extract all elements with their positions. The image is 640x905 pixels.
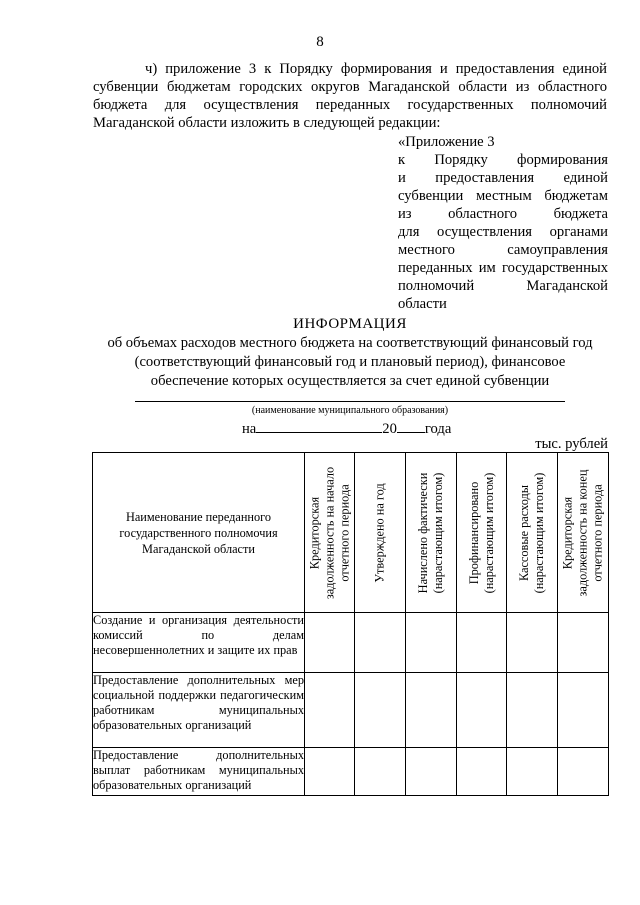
subtitle-line: обеспечение которых осуществляется за счет единой субвенции bbox=[150, 373, 550, 389]
appendix-line: «Приложение 3 bbox=[398, 134, 495, 150]
table-row bbox=[93, 613, 609, 673]
date-line bbox=[242, 418, 451, 438]
table-cell bbox=[457, 748, 507, 796]
row-name-cell: Предоставление дополнительных мер социальной поддержки педагогическим работникам муниципальных образовательных организаций bbox=[93, 673, 305, 748]
appendix-line: области bbox=[398, 296, 447, 312]
table-cell bbox=[305, 748, 355, 796]
header-cell-name: Наименование переданного государственного полномочия Магаданской области bbox=[93, 453, 305, 613]
appendix-line: переданных им государственных bbox=[398, 260, 608, 276]
intro-paragraph bbox=[93, 60, 607, 132]
table-cell bbox=[406, 748, 457, 796]
date-blank-year bbox=[397, 418, 425, 433]
appendix-line: полномочий Магаданской bbox=[398, 278, 608, 294]
header-cell-col5 bbox=[507, 453, 558, 613]
table-cell bbox=[457, 673, 507, 748]
appendix-line: местного самоуправления bbox=[398, 242, 608, 258]
document-title: ИНФОРМАЦИЯ bbox=[293, 316, 407, 332]
table-cell bbox=[355, 748, 406, 796]
header-cell-col4 bbox=[457, 453, 507, 613]
subtitle-line: (соответствующий финансовый год и плановый период), финансовое bbox=[134, 354, 566, 370]
table-row bbox=[93, 673, 609, 748]
units-label: тыс. рублей bbox=[535, 436, 608, 452]
table-cell bbox=[305, 673, 355, 748]
page-number: 8 bbox=[316, 34, 324, 50]
table-header-row bbox=[93, 453, 609, 613]
appendix-heading bbox=[398, 133, 608, 313]
table-row bbox=[93, 748, 609, 796]
header-text: Кредиторская задолженность на конец отчетного периода bbox=[560, 469, 605, 596]
header-cell-col1 bbox=[305, 453, 355, 613]
table-cell bbox=[457, 613, 507, 673]
header-text: Начислено фактически (нарастающим итогом) bbox=[416, 472, 445, 593]
municipality-blank-line bbox=[135, 401, 565, 402]
table-cell bbox=[355, 673, 406, 748]
appendix-line: и предоставления единой bbox=[398, 170, 608, 186]
date-suffix: года bbox=[424, 421, 452, 437]
municipality-caption: (наименование муниципального образования) bbox=[251, 405, 449, 416]
table-cell bbox=[507, 748, 558, 796]
header-cell-col3 bbox=[406, 453, 457, 613]
appendix-line: к Порядку формирования bbox=[398, 152, 608, 168]
date-prefix: на bbox=[242, 421, 257, 437]
table-cell bbox=[507, 673, 558, 748]
table-cell bbox=[507, 613, 558, 673]
table-cell bbox=[406, 673, 457, 748]
intro-text: ч) приложение 3 к Порядку формирования и предоставления единой субвенции бюджетам городских округов Магаданской области из областного бюджета для осуществления переданных государственных полномочий Магаданской области изложить в следующей редакции: bbox=[93, 61, 607, 131]
header-cell-col2 bbox=[355, 453, 406, 613]
header-text: Кассовые расходы (нарастающим итогом) bbox=[517, 472, 546, 593]
row-name-cell: Создание и организация деятельности комиссий по делам несовершеннолетних и защите их прав bbox=[93, 613, 305, 673]
header-cell-col6 bbox=[558, 453, 609, 613]
table-cell bbox=[558, 748, 609, 796]
table-cell bbox=[558, 673, 609, 748]
subtitle-line: об объемах расходов местного бюджета на соответствующий финансовый год bbox=[107, 335, 593, 351]
appendix-line: субвенции местным бюджетам bbox=[398, 188, 608, 204]
report-table bbox=[92, 452, 609, 796]
appendix-line: из областного бюджета bbox=[398, 206, 608, 222]
table-cell bbox=[305, 613, 355, 673]
table-cell bbox=[406, 613, 457, 673]
header-text: Кредиторская задолженность на начало отчетного периода bbox=[307, 466, 351, 599]
date-blank-day-month bbox=[256, 418, 382, 433]
date-century: 20 bbox=[382, 421, 397, 437]
document-subtitle bbox=[90, 334, 610, 391]
header-text: Профинансировано (нарастающим итогом) bbox=[466, 472, 496, 593]
row-name-cell: Предоставление дополнительных выплат работникам муниципальных образовательных организаций bbox=[93, 748, 305, 796]
table-cell bbox=[558, 613, 609, 673]
header-text: Утверждено на год bbox=[372, 482, 387, 583]
table-cell bbox=[355, 613, 406, 673]
appendix-line: для осуществления органами bbox=[398, 224, 608, 240]
